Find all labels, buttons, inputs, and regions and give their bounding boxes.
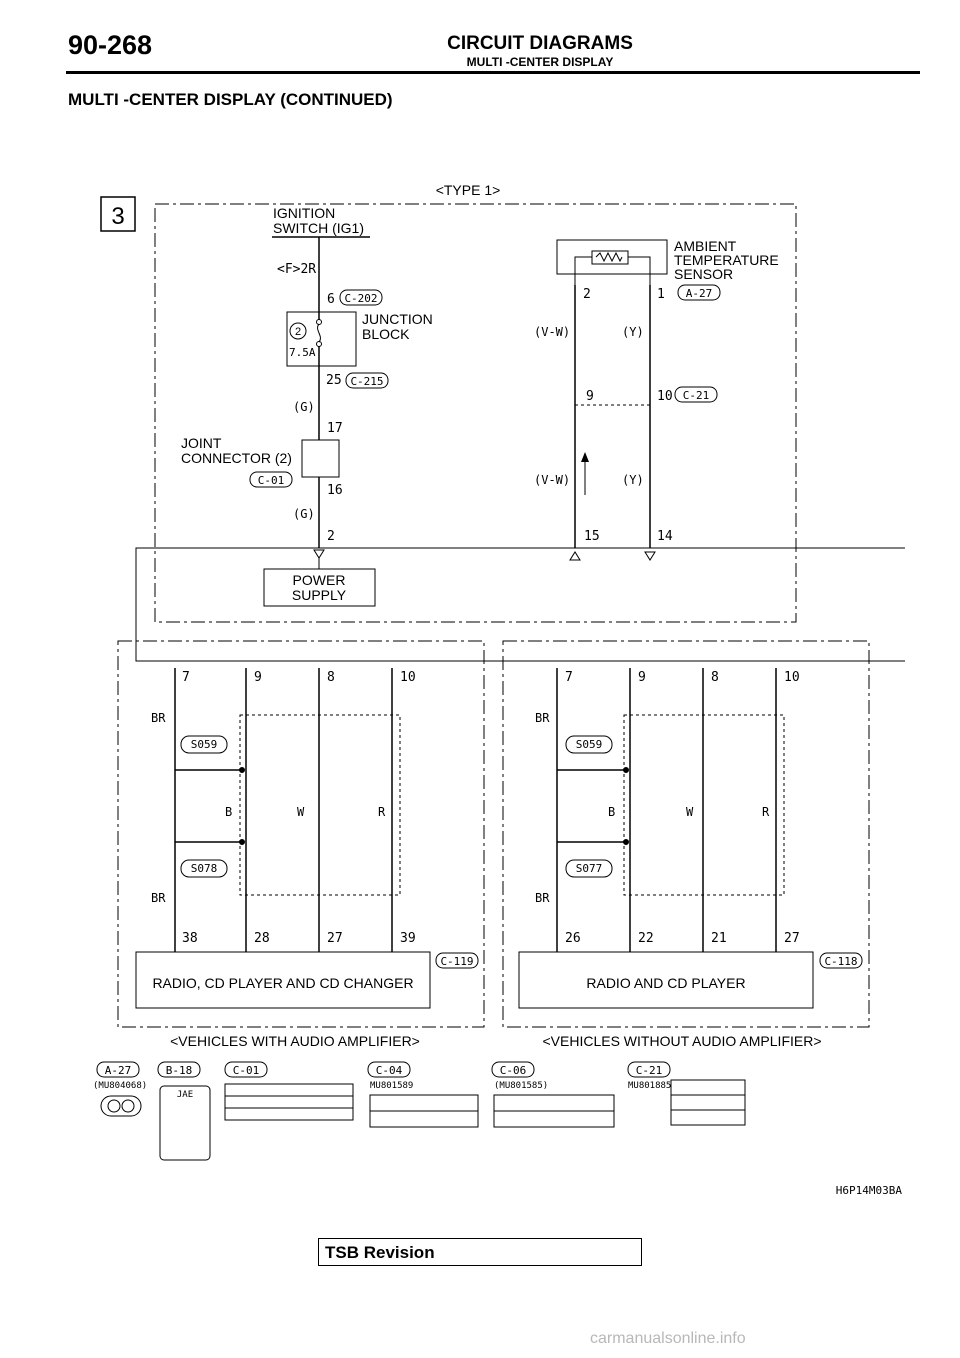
without-amp-bottom-pin-2: 22 xyxy=(638,931,654,946)
sensor-pin-right: 1 xyxy=(657,287,665,302)
ambient-label-3: SENSOR xyxy=(674,266,734,282)
ignition-pin: 6 xyxy=(327,292,335,307)
key-c01: C-01 xyxy=(232,1064,260,1077)
wire-vw-lower: (V-W) xyxy=(534,473,571,487)
connector-c215: C-215 xyxy=(350,375,384,388)
with-amp-top-pin-3: 8 xyxy=(327,670,335,685)
power-supply-label-1: POWER xyxy=(292,572,346,588)
with-amp-unit-label: RADIO, CD PLAYER AND CD CHANGER xyxy=(152,975,414,991)
with-amp-wiring xyxy=(136,668,478,1008)
without-amp-top-pin-2: 9 xyxy=(638,670,646,685)
section-heading: MULTI -CENTER DISPLAY (CONTINUED) xyxy=(68,90,393,109)
type-label: <TYPE 1> xyxy=(435,182,501,198)
sensor-bottom-left: 15 xyxy=(584,529,600,544)
joint-pin-bottom: 2 xyxy=(327,529,335,544)
key-b18-part: JAE xyxy=(176,1090,194,1100)
key-b18: B-18 xyxy=(165,1064,193,1077)
key-c21-part: MU801885 xyxy=(628,1081,672,1091)
thermistor-symbol xyxy=(596,253,622,261)
with-amp-top-pin-4: 10 xyxy=(400,670,416,685)
connector-a27: A-27 xyxy=(685,287,713,300)
key-a27: A-27 xyxy=(104,1064,132,1077)
without-amp-wire-r: R xyxy=(762,805,770,819)
with-amp-bottom-pin-1: 38 xyxy=(182,931,198,946)
without-amp-wire-br-low: BR xyxy=(535,891,550,905)
ignition-label-2: SWITCH (IG1) xyxy=(273,220,364,236)
ambient-label-2: TEMPERATURE xyxy=(674,252,779,268)
wire-y-lower: (Y) xyxy=(622,473,644,487)
junction-label-1: JUNCTION xyxy=(362,311,433,327)
with-amp-caption: <VEHICLES WITH AUDIO AMPLIFIER> xyxy=(170,1033,420,1049)
without-amp-bottom-pin-4: 27 xyxy=(784,931,800,946)
joint-pin-out: 16 xyxy=(327,483,343,498)
splice-s059-left: S059 xyxy=(190,738,218,751)
without-amp-bottom-pin-1: 26 xyxy=(565,931,581,946)
key-c06-part: (MU801585) xyxy=(494,1081,549,1091)
connector-c21: C-21 xyxy=(682,389,710,402)
header-title: CIRCUIT DIAGRAMS xyxy=(447,33,633,54)
splice-s059-right: S059 xyxy=(575,738,603,751)
connector-c118: C-118 xyxy=(824,955,858,968)
splice-s077: S077 xyxy=(575,862,603,875)
with-amp-bottom-pin-3: 27 xyxy=(327,931,343,946)
connector-c01: C-01 xyxy=(257,474,285,487)
without-amp-top-pin-1: 7 xyxy=(565,670,573,685)
without-amp-wire-b: B xyxy=(608,805,616,819)
junction-label-2: BLOCK xyxy=(362,326,410,342)
panel-number: 3 xyxy=(111,203,125,230)
power-supply-label-2: SUPPLY xyxy=(291,587,347,603)
with-amp-bottom-pin-2: 28 xyxy=(254,931,270,946)
fuse-number: 2 xyxy=(294,326,302,338)
key-c04-part: MU801589 xyxy=(370,1081,414,1091)
fuse-rating: 7.5A xyxy=(289,346,316,359)
key-c21: C-21 xyxy=(635,1064,663,1077)
without-amp-top-pin-4: 10 xyxy=(784,670,800,685)
without-amp-unit-label: RADIO AND CD PLAYER xyxy=(586,975,746,991)
key-c06: C-06 xyxy=(499,1064,527,1077)
key-a27-part: (MU804068) xyxy=(93,1081,148,1091)
junction-pin-out: 25 xyxy=(326,373,342,388)
tsb-revision-box xyxy=(318,1238,642,1266)
with-amp-wire-r: R xyxy=(378,805,386,819)
connector-c202: C-202 xyxy=(344,292,378,305)
without-amp-frame xyxy=(503,641,869,1027)
without-amp-caption: <VEHICLES WITHOUT AUDIO AMPLIFIER> xyxy=(542,1033,822,1049)
continuation-boundary xyxy=(136,548,905,661)
joint-pin-in: 17 xyxy=(327,421,343,436)
without-amp-wiring xyxy=(519,668,862,1008)
sensor-bottom-right: 14 xyxy=(657,529,673,544)
with-amp-bottom-pin-4: 39 xyxy=(400,931,416,946)
with-amp-wire-b: B xyxy=(225,805,233,819)
wire-vw-upper: (V-W) xyxy=(534,325,571,339)
joint-connector-box xyxy=(302,440,339,477)
page-number: 90-268 xyxy=(68,30,153,60)
without-amp-bottom-pin-3: 21 xyxy=(711,931,727,946)
wire-y-upper: (Y) xyxy=(622,325,644,339)
with-amp-wire-br: BR xyxy=(151,711,166,725)
connector-c119: C-119 xyxy=(440,955,474,968)
without-amp-wire-br: BR xyxy=(535,711,550,725)
sensor-mid-right: 10 xyxy=(657,389,673,404)
header-subtitle: MULTI -CENTER DISPLAY xyxy=(466,55,614,69)
joint-label-1: JOINT xyxy=(181,435,222,451)
sensor-mid-left: 9 xyxy=(586,389,594,404)
tsb-revision-label: TSB Revision xyxy=(325,1243,435,1262)
fuse-symbol xyxy=(318,324,321,342)
ignition-label-1: IGNITION xyxy=(273,205,336,221)
with-amp-frame xyxy=(118,641,484,1027)
figure-code: H6P14M03BA xyxy=(835,1184,902,1197)
with-amp-wire-w: W xyxy=(297,805,305,819)
with-amp-top-pin-2: 9 xyxy=(254,670,262,685)
splice-s078: S078 xyxy=(190,862,218,875)
ignition-supply: <F>2R xyxy=(277,262,317,277)
wire-g-lower: (G) xyxy=(293,507,315,521)
without-amp-top-pin-3: 8 xyxy=(711,670,719,685)
ambient-label-1: AMBIENT xyxy=(674,238,737,254)
sensor-pin-left: 2 xyxy=(583,287,591,302)
watermark: carmanualsonline.info xyxy=(590,1330,746,1347)
without-amp-wire-w: W xyxy=(686,805,694,819)
power-arrow xyxy=(314,550,324,558)
key-c04: C-04 xyxy=(375,1064,403,1077)
with-amp-top-pin-1: 7 xyxy=(182,670,190,685)
joint-label-2: CONNECTOR (2) xyxy=(181,450,292,466)
with-amp-wire-br-low: BR xyxy=(151,891,166,905)
wire-g-upper: (G) xyxy=(293,400,315,414)
